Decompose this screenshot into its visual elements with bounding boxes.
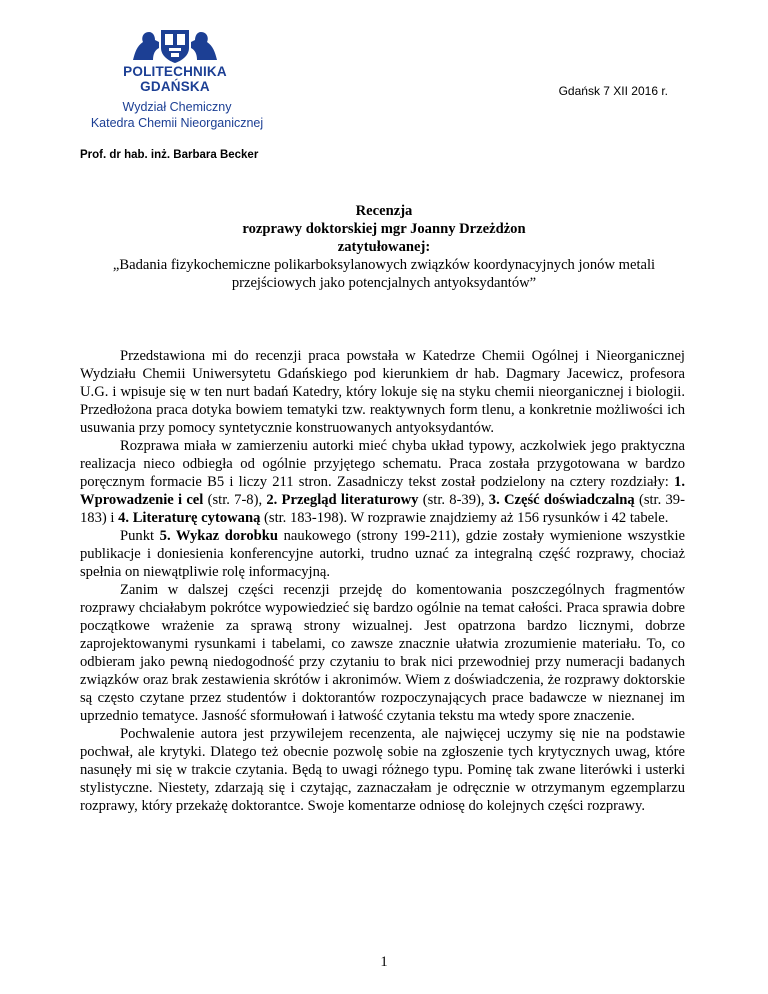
chapter-5: 5. Wykaz dorobku bbox=[159, 528, 279, 544]
logo-line-2: GDAŃSKA bbox=[140, 79, 210, 94]
p3-text-c: naukowego (strony 199-211), gdzie zostały wymienione wszystkie publikacje i doniesienia konferencyjne autorki, trudno uznać za integralną część rozprawy, chociaż spełnia on niewątpliwie rolę informacyjną. bbox=[80, 528, 685, 580]
paragraph-1: Przedstawiona mi do recenzji praca powstała w Katedrze Chemii Ogólnej i Nieorganicznej Wydziału Chemii Uniwersytetu Gdańskiego pod kierunkiem dr hab. Dagmary Jacewicz, profesora U.G. i wpisuje się w ten nurt badań Katedry, który lokuje się na styku chemii nieorganicznej i biologii. Przedłożona praca dotyka bowiem tematyki tzw. reaktywnych form tlenu, a konkretnie możliwości ich usuwania przy pomocy syntetycznie konstruowanych antyoksydantów. bbox=[80, 348, 685, 436]
title-line-5: przejściowych jako potencjalnych antyoksydantów” bbox=[231, 275, 537, 291]
chapter-4: 4. Literaturę cytowaną bbox=[118, 510, 261, 526]
logo-line-1: POLITECHNIKA bbox=[123, 64, 227, 79]
department-name: Katedra Chemii Nieorganicznej bbox=[90, 116, 264, 130]
title-line-1: Recenzja bbox=[355, 203, 413, 219]
university-logo bbox=[110, 26, 240, 94]
p2-text-c: (str. 7-8), bbox=[203, 492, 267, 508]
paragraph-5: Pochwalenie autora jest przywilejem recenzenta, ale najwięcej uczymy się nie na podstawie pochwał, ale krytyki. Dlatego też obecnie pozwolę sobie na zgłoszenie tych krytycznych uwag, które nasunęły mi się w trakcie czytania. Będą to uwagi różnego typu. Pominę tak zwane literówki i usterki stylistyczne. Niestety, zdarzają się i czytając, zaznaczałam je odręcznie w otrzymanym egzemplarzu rozprawy, który przekażę doktorantce. Swoje komentarze odniosę do kolejnych części rozprawy. bbox=[80, 726, 685, 814]
page-number: 1 bbox=[380, 954, 388, 970]
paragraph-3 bbox=[80, 527, 685, 581]
paragraph-2 bbox=[80, 437, 685, 527]
paragraph-4: Zanim w dalszej części recenzji przejdę do komentowania poszczególnych fragmentów rozprawy chciałabym pokrótce wypowiedzieć się bardzo ogólnie na temat całości. Praca sprawia dobre początkowe wrażenie za sprawą strony wizualnej. Jest opatrzona bardzo licznymi, dobrze zaprojektowanymi rysunkami i tabelami, co zawsze znacznie ułatwia zrozumienie materiału. To, co odbieram jako pewną niedogodność przy czytaniu to brak nici przewodniej przy numeracji badanych związków oraz brak zestawienia skrótów i akronimów. Wiem z doświadczenia, że rozprawy doktorskie są często czytane przez studentów i doktorantów rozpoczynających prace badawcze w nieznanej im uprzednio tematyce. Jasność sformułowań i łatwość czytania tekstu ma wtedy spore znaczenie. bbox=[80, 582, 685, 724]
title-line-4: „Badania fizykochemiczne polikarboksylanowych związków koordynacyjnych jonów metali bbox=[112, 257, 656, 273]
p2-text-d: (str. 8-39), bbox=[418, 492, 489, 508]
faculty-name: Wydział Chemiczny bbox=[122, 100, 232, 114]
chapter-2: 2. Przegląd literaturowy bbox=[266, 492, 419, 508]
chapter-1: 1. Wprowadzenie i cel bbox=[80, 474, 685, 508]
department-block bbox=[80, 99, 274, 131]
university-crest-icon bbox=[125, 26, 225, 64]
p3-text-a: Punkt bbox=[120, 528, 160, 544]
p2-text-e: (str. 39-183) i bbox=[80, 492, 685, 526]
review-body bbox=[80, 347, 685, 815]
title-line-3: zatytułowanej: bbox=[337, 239, 431, 255]
reviewer-name: Prof. dr hab. inż. Barbara Becker bbox=[80, 149, 259, 161]
p2-text-f: (str. 183-198). W rozprawie znajdziemy aż 156 rysunków i 42 tabele. bbox=[260, 510, 669, 526]
chapter-3: 3. Część doświadczalną bbox=[488, 492, 635, 508]
review-title-block bbox=[40, 202, 728, 292]
letter-date: Gdańsk 7 XII 2016 r. bbox=[558, 84, 668, 98]
title-line-2: rozprawy doktorskiej mgr Joanny Drzeżdżon bbox=[242, 221, 526, 237]
p2-text-a: Rozprawa miała w zamierzeniu autorki mieć chyba układ typowy, aczkolwiek jego praktyczna realizacja nieco odbiegła od ogólnie przyjętego schematu. Praca została przygotowana w bardzo poręcznym formacie B5 i liczy 211 stron. Zasadniczy tekst został podzielony na cztery rozdziały: bbox=[80, 438, 685, 490]
